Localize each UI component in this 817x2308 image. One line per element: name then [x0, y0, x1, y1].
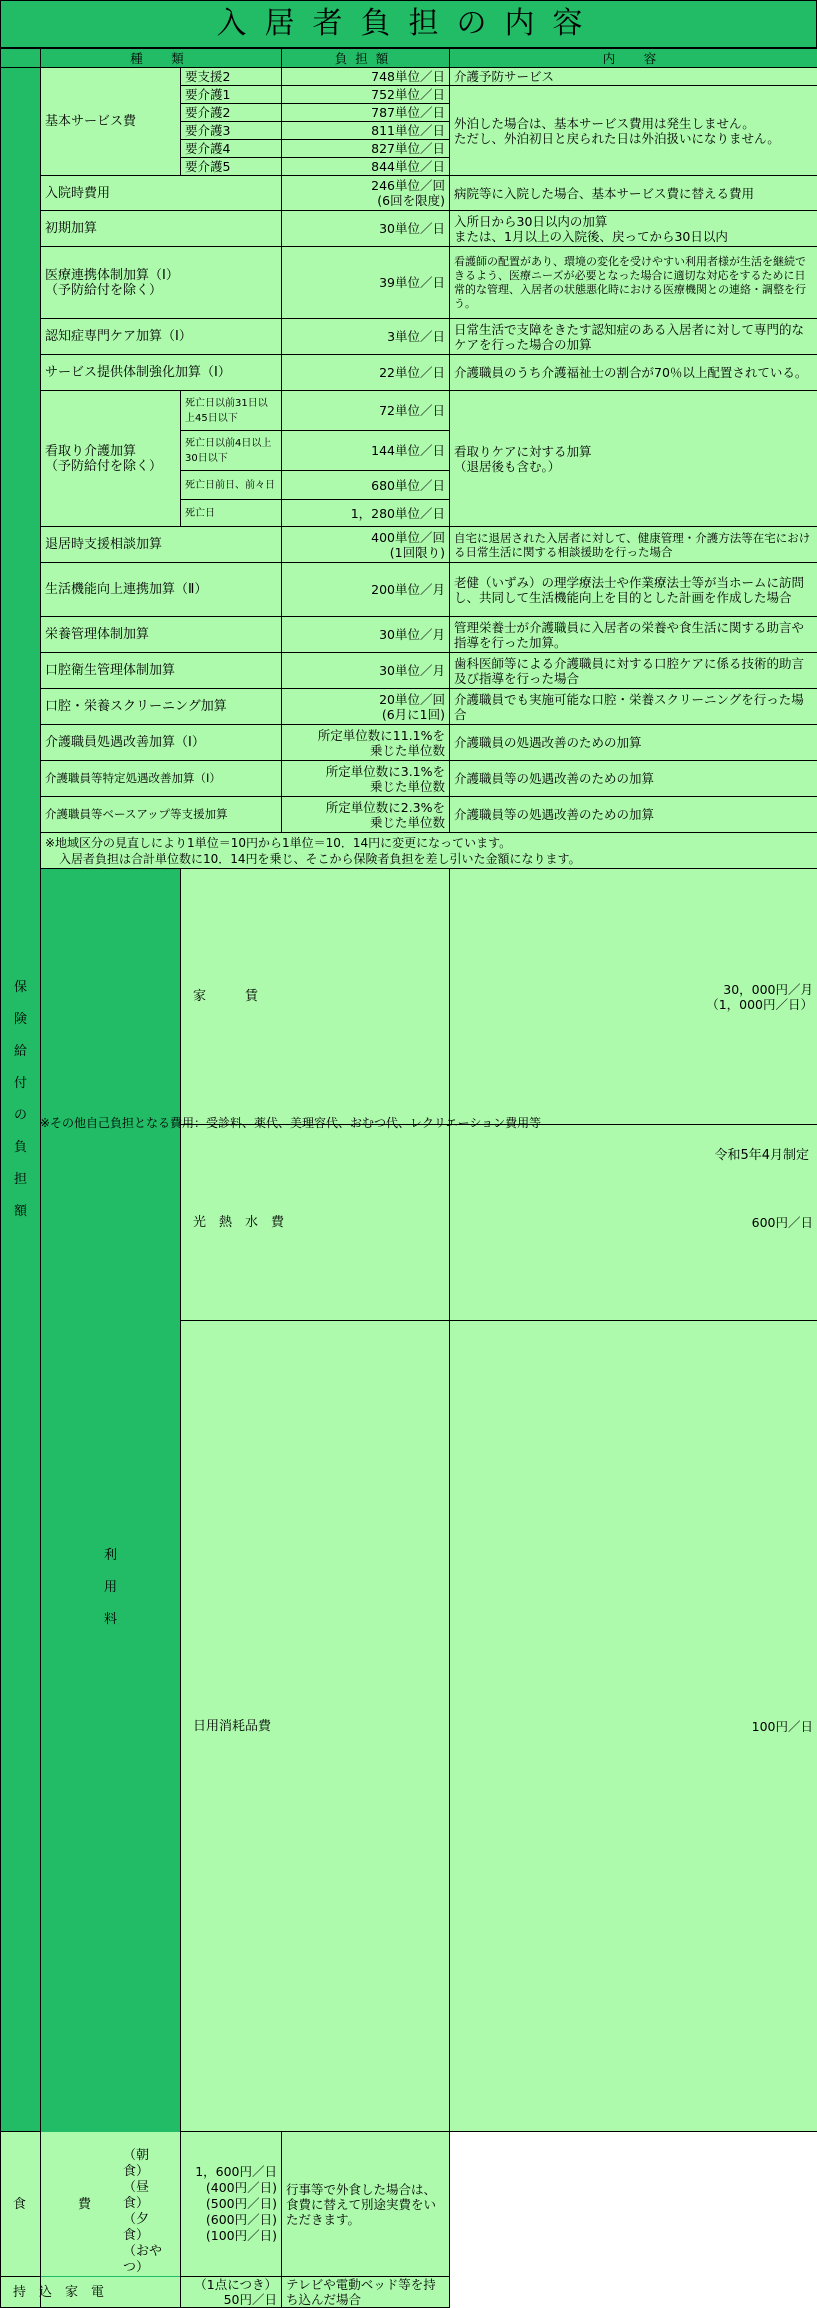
shogu1-desc: 介護職員の処遇改善のための加算: [450, 725, 817, 761]
level-amount: 787単位／日: [282, 104, 450, 122]
service-desc: 介護職員のうち介護福祉士の割合が70％以上配置されている。: [450, 355, 817, 391]
screening-desc: 介護職員でも実施可能な口腔・栄養スクリーニングを行った場合: [450, 689, 817, 725]
seikatsu-label: 生活機能向上連携加算（Ⅱ）: [41, 563, 282, 617]
eiyo-desc: 管理栄養士が介護職員に入居者の栄養や食生活に関する助言や指導を行った加算。: [450, 617, 817, 653]
level-amount: 752単位／日: [282, 86, 450, 104]
shogu3-label: 介護職員等ベースアップ等支援加算: [41, 797, 282, 833]
shogu1-amount: 所定単位数に11.1%を 乗じた単位数: [282, 725, 450, 761]
hoken-note: ※地域区分の見直しにより1単位＝10円から1単位＝10．14円に変更になっています。 入居者負担は合計単位数に10．14円を乗じ、そこから保険者負担を差し引いた金額になります。: [41, 833, 817, 869]
mitori-amount: 1，280単位／日: [282, 500, 450, 527]
mitori-period: 死亡日前日、前々日: [181, 471, 282, 500]
level-amount: 748単位／日: [282, 68, 450, 86]
ninchi-amount: 3単位／日: [282, 319, 450, 355]
shokuhi-amount: 1，600円／日 (400円／日) (500円／日) (600円／日) (100円／日): [181, 2132, 282, 2277]
taikyo-desc: 自宅に退居された入居者に対して、健康管理・介護方法等在宅における日常生活に関する相談援助を行った場合: [450, 527, 817, 563]
mochikomi-label: 持 込 家 電: [1, 2277, 181, 2308]
level-name: 要介護5: [181, 158, 282, 176]
konetsu-label: 光 熱 水 費: [181, 1125, 450, 1321]
screening-label: 口腔・栄養スクリーニング加算: [41, 689, 282, 725]
eiyo-label: 栄養管理体制加算: [41, 617, 282, 653]
header-type: 種 類: [41, 49, 282, 68]
ninchi-desc: 日常生活で支障をきたす認知症のある入居者に対して専門的なケアを行った場合の加算: [450, 319, 817, 355]
screening-amount: 20単位／回 (6月に1回): [282, 689, 450, 725]
footer-other-costs: ※その他自己負担となる費用：受診料、薬代、美理容代、おむつ代、レクリエーション費用等: [40, 1114, 541, 1131]
mitori-amount: 144単位／日: [282, 431, 450, 471]
nyuin-amount: 246単位／回 (6回を限度): [282, 176, 450, 211]
yachin-amount: 30，000円／月 （1，000円／日）: [450, 869, 817, 1125]
mitori-amount: 680単位／日: [282, 471, 450, 500]
iryo-desc: 看護師の配置があり、環境の変化を受けやすい利用者様が生活を継続できるよう、医療ニーズが必要となった場合に適切な対応をするために日常的な管理、入居者の状態悪化時における医療機関との連絡・調整を行う。: [450, 247, 817, 319]
mitori-period: 死亡日以前4日以上30日以下: [181, 431, 282, 471]
mitori-desc: 看取りケアに対する加算 （退居後も含む。）: [450, 391, 817, 527]
shoki-label: 初期加算: [41, 211, 282, 247]
service-amount: 22単位／日: [282, 355, 450, 391]
shokuhi-title: 食 費: [13, 2132, 123, 2276]
shoki-amount: 30単位／日: [282, 211, 450, 247]
shogu2-desc: 介護職員等の処遇改善のための加算: [450, 761, 817, 797]
riyo-side-label: 利 用 料: [41, 869, 181, 2308]
shogu3-desc: 介護職員等の処遇改善のための加算: [450, 797, 817, 833]
mitori-period: 死亡日以前31日以上45日以下: [181, 391, 282, 431]
shokuhi-label: [1, 2132, 181, 2277]
mitori-label: 看取り介護加算 （予防給付を除く）: [41, 391, 181, 527]
level-amount: 827単位／日: [282, 140, 450, 158]
iryo-amount: 39単位／日: [282, 247, 450, 319]
mochikomi-amount: （1点につき）50円／日: [181, 2277, 282, 2308]
taikyo-label: 退居時支援相談加算: [41, 527, 282, 563]
iryo-label: 医療連携体制加算（Ⅰ） （予防給付を除く）: [41, 247, 282, 319]
koku-desc: 歯科医師等による介護職員に対する口腔ケアに係る技術的助言及び指導を行った場合: [450, 653, 817, 689]
nyuin-desc: 病院等に入院した場合、基本サービス費に替える費用: [450, 176, 817, 211]
level-amount: 811単位／日: [282, 122, 450, 140]
nichiyo-label: 日用消耗品費: [181, 1321, 450, 2132]
seikatsu-desc: 老健（いずみ）の理学療法士や作業療法士等が当ホームに訪問し、共同して生活機能向上を目的とした計画を作成した場合: [450, 563, 817, 617]
koku-amount: 30単位／月: [282, 653, 450, 689]
shogu1-label: 介護職員処遇改善加算（Ⅰ）: [41, 725, 282, 761]
shogu2-label: 介護職員等特定処遇改善加算（Ⅰ）: [41, 761, 282, 797]
shogu2-amount: 所定単位数に3.1%を 乗じた単位数: [282, 761, 450, 797]
level-name: 要介護4: [181, 140, 282, 158]
taikyo-amount: 400単位／回 (1回限り): [282, 527, 450, 563]
level-name: 要支援2: [181, 68, 282, 86]
header-blank: [1, 49, 41, 68]
hoken-side-label: 保 険 給 付 の 負 担 額: [1, 68, 41, 2132]
konetsu-amount: 600円／日: [450, 1125, 817, 1321]
koku-label: 口腔衛生管理体制加算: [41, 653, 282, 689]
header-content: 内 容: [450, 49, 817, 68]
shokuhi-desc: 行事等で外食した場合は、食費に替えて別途実費をいただきます。: [282, 2132, 450, 2277]
service-label: サービス提供体制強化加算（Ⅰ）: [41, 355, 282, 391]
level-name: 要介護2: [181, 104, 282, 122]
fee-table: [0, 48, 817, 2308]
shoki-desc: 入所日から30日以内の加算 または、1月以上の入院後、戻ってから30日以内: [450, 211, 817, 247]
seikatsu-amount: 200単位／月: [282, 563, 450, 617]
level-amount: 844単位／日: [282, 158, 450, 176]
mitori-period: 死亡日: [181, 500, 282, 527]
shogu3-amount: 所定単位数に2.3%を 乗じた単位数: [282, 797, 450, 833]
level-name: 要介護3: [181, 122, 282, 140]
yachin-label: 家 賃: [181, 869, 450, 1125]
header-amount: 負担額: [282, 49, 450, 68]
nyuin-label: 入院時費用: [41, 176, 282, 211]
meal-names: （朝 食） （昼 食） （夕 食） （おやつ）: [123, 2132, 176, 2276]
mochikomi-desc: テレビや電動ベッド等を持ち込んだ場合: [282, 2277, 450, 2308]
mitori-amount: 72単位／日: [282, 391, 450, 431]
kihon-label: 基本サービス費: [41, 68, 181, 176]
eiyo-amount: 30単位／月: [282, 617, 450, 653]
kihon-desc-1: 介護予防サービス: [450, 68, 817, 86]
kihon-desc-2: 外泊した場合は、基本サービス費用は発生しません。 ただし、外泊初日と戻られた日は外泊扱いになりません。: [450, 86, 817, 176]
footer-date: 令和5年4月制定: [714, 1144, 809, 1163]
ninchi-label: 認知症専門ケア加算（Ⅰ）: [41, 319, 282, 355]
nichiyo-amount: 100円／日: [450, 1321, 817, 2132]
level-name: 要介護1: [181, 86, 282, 104]
page-title: 入居者負担の内容: [0, 0, 817, 48]
